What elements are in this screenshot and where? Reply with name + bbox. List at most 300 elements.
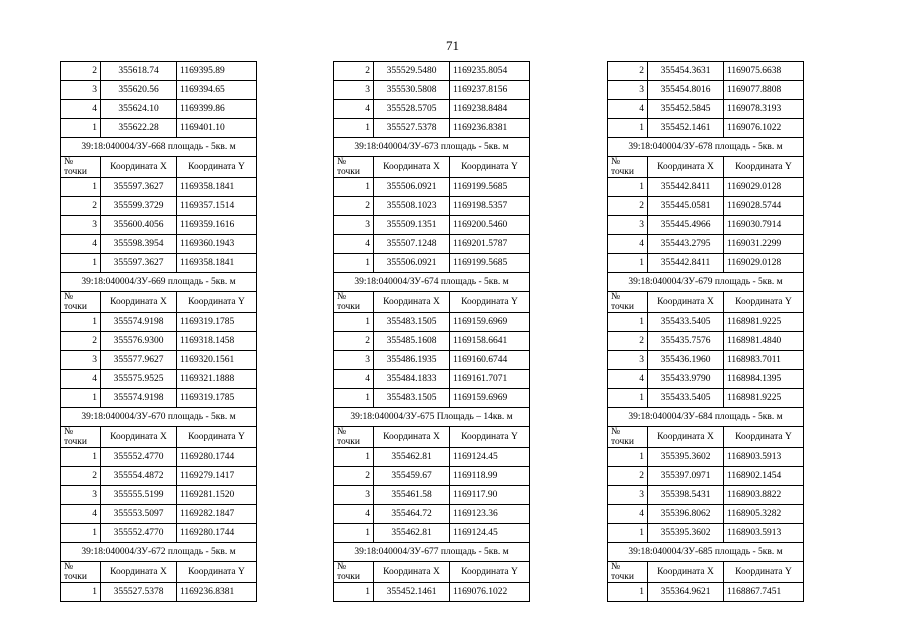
coordinate-y: 1169319.1785 [177, 313, 257, 332]
table-row [334, 583, 530, 602]
point-number: 1 [608, 119, 648, 138]
coordinate-x: 355552.4770 [101, 448, 177, 467]
table-row [334, 332, 530, 351]
coordinate-x: 355452.1461 [374, 583, 450, 602]
point-number: 4 [608, 370, 648, 389]
point-number: 1 [61, 524, 101, 543]
coordinate-y: 1169076.1022 [724, 119, 804, 138]
point-number: 1 [608, 583, 648, 602]
coordinate-x: 355599.3729 [101, 197, 177, 216]
point-number: 1 [334, 178, 374, 197]
table-row [334, 254, 530, 273]
header-coordinate-y: Координата Y [177, 427, 257, 448]
parcel-title: 39:18:040004/ЗУ-673 площадь - 5кв. м [334, 138, 530, 157]
header-coordinate-x: Координата X [374, 292, 450, 313]
table-row [334, 216, 530, 235]
table-row [61, 119, 257, 138]
coordinate-x: 355529.5480 [374, 62, 450, 81]
header-row [334, 157, 530, 178]
header-coordinate-x: Координата X [101, 157, 177, 178]
table-row [61, 467, 257, 486]
coordinate-x: 355436.1960 [648, 351, 724, 370]
table-row [334, 197, 530, 216]
table-row [61, 583, 257, 602]
table-row [608, 351, 804, 370]
point-number: 1 [334, 448, 374, 467]
table-row [334, 62, 530, 81]
table-row [334, 81, 530, 100]
coordinate-x: 355454.3631 [648, 62, 724, 81]
header-coordinate-x: Координата X [101, 427, 177, 448]
table-row [61, 313, 257, 332]
coordinate-y: 1169238.8484 [450, 100, 530, 119]
header-coordinate-y: Координата Y [450, 562, 530, 583]
point-number: 1 [334, 119, 374, 138]
coordinate-x: 355452.1461 [648, 119, 724, 138]
parcel-title-row [334, 408, 530, 427]
header-row [61, 562, 257, 583]
point-number: 3 [334, 216, 374, 235]
coordinate-y: 1169077.8808 [724, 81, 804, 100]
table-row [608, 62, 804, 81]
parcel-title: 39:18:040004/ЗУ-675 Площадь – 14кв. м [334, 408, 530, 427]
parcel-title: 39:18:040004/ЗУ-668 площадь - 5кв. м [61, 138, 257, 157]
header-point-number: № точки [61, 427, 101, 448]
point-number: 3 [334, 351, 374, 370]
header-row [608, 427, 804, 448]
parcel-title: 39:18:040004/ЗУ-677 площадь - 5кв. м [334, 543, 530, 562]
coordinate-x: 355397.0971 [648, 467, 724, 486]
coordinate-y: 1168903.5913 [724, 524, 804, 543]
point-number: 1 [608, 178, 648, 197]
header-coordinate-y: Координата Y [177, 157, 257, 178]
coordinate-y: 1169161.7071 [450, 370, 530, 389]
table-row [608, 448, 804, 467]
table-row [608, 254, 804, 273]
table-row [334, 235, 530, 254]
coordinate-y: 1169395.89 [177, 62, 257, 81]
point-number: 2 [334, 467, 374, 486]
table-row [61, 351, 257, 370]
point-number: 1 [61, 178, 101, 197]
header-coordinate-x: Координата X [374, 157, 450, 178]
point-number: 2 [61, 467, 101, 486]
table-row [608, 313, 804, 332]
coordinate-y: 1169028.5744 [724, 197, 804, 216]
coordinate-x: 355506.0921 [374, 254, 450, 273]
coordinate-x: 355620.56 [101, 81, 177, 100]
coordinate-y: 1168981.9225 [724, 389, 804, 408]
coordinate-y: 1169279.1417 [177, 467, 257, 486]
point-number: 1 [61, 389, 101, 408]
point-number: 2 [334, 197, 374, 216]
point-number: 4 [61, 235, 101, 254]
point-number: 2 [608, 197, 648, 216]
point-number: 3 [334, 81, 374, 100]
coordinate-x: 355486.1935 [374, 351, 450, 370]
coordinate-y: 1169280.1744 [177, 524, 257, 543]
coordinate-x: 355452.5845 [648, 100, 724, 119]
table-row [334, 524, 530, 543]
table-row [608, 119, 804, 138]
point-number: 4 [608, 235, 648, 254]
point-number: 3 [608, 486, 648, 505]
point-number: 4 [334, 235, 374, 254]
table-row [608, 486, 804, 505]
table-row [608, 332, 804, 351]
header-point-number: № точки [334, 562, 374, 583]
coordinate-x: 355445.0581 [648, 197, 724, 216]
coordinate-y: 1169358.1841 [177, 178, 257, 197]
header-row [608, 157, 804, 178]
parcel-title: 39:18:040004/ЗУ-670 площадь - 5кв. м [61, 408, 257, 427]
header-row [608, 562, 804, 583]
header-coordinate-x: Координата X [648, 292, 724, 313]
header-point-number: № точки [334, 292, 374, 313]
coordinate-x: 355454.8016 [648, 81, 724, 100]
header-coordinate-x: Координата X [648, 157, 724, 178]
point-number: 1 [61, 583, 101, 602]
coordinate-y: 1169124.45 [450, 448, 530, 467]
header-coordinate-x: Координата X [101, 562, 177, 583]
coordinate-x: 355442.8411 [648, 254, 724, 273]
point-number: 1 [608, 389, 648, 408]
coordinate-y: 1168902.1454 [724, 467, 804, 486]
coordinate-y: 1169199.5685 [450, 254, 530, 273]
coordinates-column-1 [60, 61, 257, 602]
coordinate-x: 355574.9198 [101, 313, 177, 332]
header-coordinate-y: Координата Y [724, 157, 804, 178]
coordinate-x: 355484.1833 [374, 370, 450, 389]
coordinate-y: 1169029.0128 [724, 178, 804, 197]
point-number: 1 [61, 119, 101, 138]
coordinate-x: 355598.3954 [101, 235, 177, 254]
parcel-title-row [608, 543, 804, 562]
point-number: 4 [334, 100, 374, 119]
parcel-title-row [61, 408, 257, 427]
coordinate-y: 1168983.7011 [724, 351, 804, 370]
point-number: 4 [608, 100, 648, 119]
parcel-title-row [334, 138, 530, 157]
coordinate-y: 1169123.36 [450, 505, 530, 524]
coordinate-y: 1169394.65 [177, 81, 257, 100]
header-coordinate-x: Координата X [648, 562, 724, 583]
coordinate-y: 1169030.7914 [724, 216, 804, 235]
coordinate-x: 355553.5097 [101, 505, 177, 524]
coordinate-y: 1169029.0128 [724, 254, 804, 273]
coordinate-x: 355530.5808 [374, 81, 450, 100]
header-coordinate-x: Координата X [648, 427, 724, 448]
parcel-title: 39:18:040004/ЗУ-684 площадь - 5кв. м [608, 408, 804, 427]
header-row [608, 292, 804, 313]
table-row [61, 81, 257, 100]
coordinate-y: 1168981.4840 [724, 332, 804, 351]
coordinate-x: 355433.5405 [648, 389, 724, 408]
coordinate-x: 355554.4872 [101, 467, 177, 486]
parcel-title: 39:18:040004/ЗУ-672 площадь - 5кв. м [61, 543, 257, 562]
point-number: 4 [61, 370, 101, 389]
coordinate-x: 355624.10 [101, 100, 177, 119]
header-row [61, 292, 257, 313]
parcel-title: 39:18:040004/ЗУ-685 площадь - 5кв. м [608, 543, 804, 562]
header-coordinate-y: Координата Y [450, 157, 530, 178]
coordinates-column-3 [607, 61, 804, 602]
coordinate-y: 1169318.1458 [177, 332, 257, 351]
point-number: 1 [61, 448, 101, 467]
coordinate-x: 355527.5378 [374, 119, 450, 138]
coordinate-y: 1169075.6638 [724, 62, 804, 81]
table-row [608, 197, 804, 216]
header-point-number: № точки [608, 292, 648, 313]
point-number: 1 [608, 313, 648, 332]
table-row [334, 505, 530, 524]
header-coordinate-x: Координата X [374, 562, 450, 583]
point-number: 1 [61, 254, 101, 273]
point-number: 2 [608, 332, 648, 351]
table-row [334, 467, 530, 486]
coordinate-x: 355462.81 [374, 448, 450, 467]
point-number: 4 [334, 370, 374, 389]
table-row [334, 370, 530, 389]
point-number: 3 [61, 351, 101, 370]
coordinate-y: 1169199.5685 [450, 178, 530, 197]
table-row [334, 119, 530, 138]
table-row [608, 583, 804, 602]
coordinate-x: 355485.1608 [374, 332, 450, 351]
point-number: 2 [61, 332, 101, 351]
coordinates-table [333, 61, 530, 602]
header-point-number: № точки [334, 427, 374, 448]
table-row [61, 254, 257, 273]
coordinate-x: 355507.1248 [374, 235, 450, 254]
coordinate-y: 1168905.3282 [724, 505, 804, 524]
header-row [61, 427, 257, 448]
point-number: 3 [608, 351, 648, 370]
header-coordinate-y: Координата Y [450, 427, 530, 448]
coordinate-y: 1169280.1744 [177, 448, 257, 467]
parcel-title: 39:18:040004/ЗУ-669 площадь - 5кв. м [61, 273, 257, 292]
table-row [608, 389, 804, 408]
table-row [608, 178, 804, 197]
coordinate-y: 1169124.45 [450, 524, 530, 543]
coordinate-x: 355435.7576 [648, 332, 724, 351]
table-row [608, 467, 804, 486]
point-number: 1 [334, 524, 374, 543]
table-row [334, 448, 530, 467]
table-row [61, 448, 257, 467]
point-number: 1 [61, 313, 101, 332]
table-row [61, 370, 257, 389]
coordinate-x: 355597.3627 [101, 254, 177, 273]
coordinate-y: 1169236.8381 [177, 583, 257, 602]
coordinate-x: 355433.9790 [648, 370, 724, 389]
coordinate-y: 1169159.6969 [450, 389, 530, 408]
coordinate-y: 1169358.1841 [177, 254, 257, 273]
coordinate-x: 355395.3602 [648, 524, 724, 543]
table-row [608, 100, 804, 119]
parcel-title-row [608, 273, 804, 292]
coordinate-y: 1169357.1514 [177, 197, 257, 216]
table-row [334, 389, 530, 408]
header-point-number: № точки [608, 427, 648, 448]
point-number: 3 [334, 486, 374, 505]
parcel-title: 39:18:040004/ЗУ-679 площадь - 5кв. м [608, 273, 804, 292]
table-row [61, 332, 257, 351]
coordinate-x: 355464.72 [374, 505, 450, 524]
coordinate-x: 355575.9525 [101, 370, 177, 389]
point-number: 1 [608, 448, 648, 467]
point-number: 3 [608, 81, 648, 100]
coordinate-y: 1169399.86 [177, 100, 257, 119]
header-point-number: № точки [608, 562, 648, 583]
coordinate-x: 355509.1351 [374, 216, 450, 235]
header-row [334, 562, 530, 583]
coordinate-y: 1169319.1785 [177, 389, 257, 408]
coordinate-x: 355597.3627 [101, 178, 177, 197]
coordinate-x: 355483.1505 [374, 389, 450, 408]
coordinate-y: 1169236.8381 [450, 119, 530, 138]
table-row [608, 524, 804, 543]
parcel-title-row [334, 273, 530, 292]
coordinate-y: 1169200.5460 [450, 216, 530, 235]
header-coordinate-x: Координата X [101, 292, 177, 313]
coordinate-y: 1169359.1616 [177, 216, 257, 235]
coordinate-x: 355577.9627 [101, 351, 177, 370]
coordinate-x: 355443.2795 [648, 235, 724, 254]
coordinate-y: 1169235.8054 [450, 62, 530, 81]
point-number: 2 [608, 62, 648, 81]
coordinate-x: 355462.81 [374, 524, 450, 543]
header-coordinate-y: Координата Y [177, 562, 257, 583]
coordinate-y: 1169117.90 [450, 486, 530, 505]
coordinate-y: 1168981.9225 [724, 313, 804, 332]
point-number: 4 [61, 100, 101, 119]
page-number: 71 [446, 38, 459, 53]
parcel-title-row [61, 543, 257, 562]
coordinate-x: 355528.5705 [374, 100, 450, 119]
table-row [61, 216, 257, 235]
point-number: 1 [608, 524, 648, 543]
coordinate-y: 1169201.5787 [450, 235, 530, 254]
table-row [334, 100, 530, 119]
parcel-title-row [608, 408, 804, 427]
header-point-number: № точки [61, 562, 101, 583]
coordinates-table [60, 61, 257, 602]
coordinate-x: 355483.1505 [374, 313, 450, 332]
coordinate-y: 1169159.6969 [450, 313, 530, 332]
table-row [334, 486, 530, 505]
coordinate-y: 1168903.8822 [724, 486, 804, 505]
coordinate-x: 355618.74 [101, 62, 177, 81]
table-row [334, 313, 530, 332]
point-number: 2 [61, 62, 101, 81]
coordinate-x: 355600.4056 [101, 216, 177, 235]
table-row [608, 81, 804, 100]
table-row [61, 197, 257, 216]
point-number: 1 [334, 583, 374, 602]
coordinate-x: 355395.3602 [648, 448, 724, 467]
table-row [61, 389, 257, 408]
coordinate-y: 1169160.6744 [450, 351, 530, 370]
coordinate-x: 355364.9621 [648, 583, 724, 602]
point-number: 1 [608, 254, 648, 273]
point-number: 2 [334, 62, 374, 81]
point-number: 2 [61, 197, 101, 216]
coordinate-x: 355433.5405 [648, 313, 724, 332]
point-number: 2 [608, 467, 648, 486]
header-coordinate-y: Координата Y [450, 292, 530, 313]
point-number: 3 [61, 81, 101, 100]
coordinate-x: 355622.28 [101, 119, 177, 138]
coordinate-x: 355527.5378 [101, 583, 177, 602]
coordinate-y: 1168903.5913 [724, 448, 804, 467]
coordinate-y: 1168984.1395 [724, 370, 804, 389]
point-number: 3 [61, 216, 101, 235]
coordinate-y: 1169198.5357 [450, 197, 530, 216]
coordinate-x: 355574.9198 [101, 389, 177, 408]
coordinate-x: 355442.8411 [648, 178, 724, 197]
table-row [334, 178, 530, 197]
coordinate-y: 1169360.1943 [177, 235, 257, 254]
header-coordinate-y: Координата Y [177, 292, 257, 313]
point-number: 4 [334, 505, 374, 524]
table-row [61, 505, 257, 524]
coordinate-y: 1169281.1520 [177, 486, 257, 505]
table-row [608, 235, 804, 254]
coordinate-x: 355576.9300 [101, 332, 177, 351]
coordinate-y: 1169401.10 [177, 119, 257, 138]
point-number: 1 [334, 313, 374, 332]
parcel-title-row [61, 138, 257, 157]
coordinate-y: 1169118.99 [450, 467, 530, 486]
parcel-title-row [334, 543, 530, 562]
coordinate-x: 355445.4966 [648, 216, 724, 235]
coordinate-y: 1169321.1888 [177, 370, 257, 389]
coordinates-column-2 [333, 61, 530, 602]
coordinate-x: 355398.5431 [648, 486, 724, 505]
point-number: 2 [334, 332, 374, 351]
point-number: 3 [608, 216, 648, 235]
header-coordinate-y: Координата Y [724, 427, 804, 448]
parcel-title-row [608, 138, 804, 157]
table-row [61, 100, 257, 119]
coordinate-x: 355461.58 [374, 486, 450, 505]
table-row [608, 216, 804, 235]
table-row [61, 178, 257, 197]
coordinate-y: 1169031.2299 [724, 235, 804, 254]
coordinate-y: 1169078.3193 [724, 100, 804, 119]
header-point-number: № точки [61, 292, 101, 313]
table-row [608, 505, 804, 524]
coordinate-x: 355396.8062 [648, 505, 724, 524]
coordinate-y: 1169320.1561 [177, 351, 257, 370]
point-number: 1 [334, 254, 374, 273]
coordinate-x: 355459.67 [374, 467, 450, 486]
point-number: 4 [61, 505, 101, 524]
coordinate-y: 1169076.1022 [450, 583, 530, 602]
header-point-number: № точки [61, 157, 101, 178]
coordinates-table [607, 61, 804, 602]
coordinate-x: 355508.1023 [374, 197, 450, 216]
header-point-number: № точки [608, 157, 648, 178]
coordinate-y: 1169237.8156 [450, 81, 530, 100]
header-row [334, 427, 530, 448]
point-number: 3 [61, 486, 101, 505]
coordinate-x: 355506.0921 [374, 178, 450, 197]
point-number: 4 [608, 505, 648, 524]
coordinate-y: 1168867.7451 [724, 583, 804, 602]
header-row [334, 292, 530, 313]
